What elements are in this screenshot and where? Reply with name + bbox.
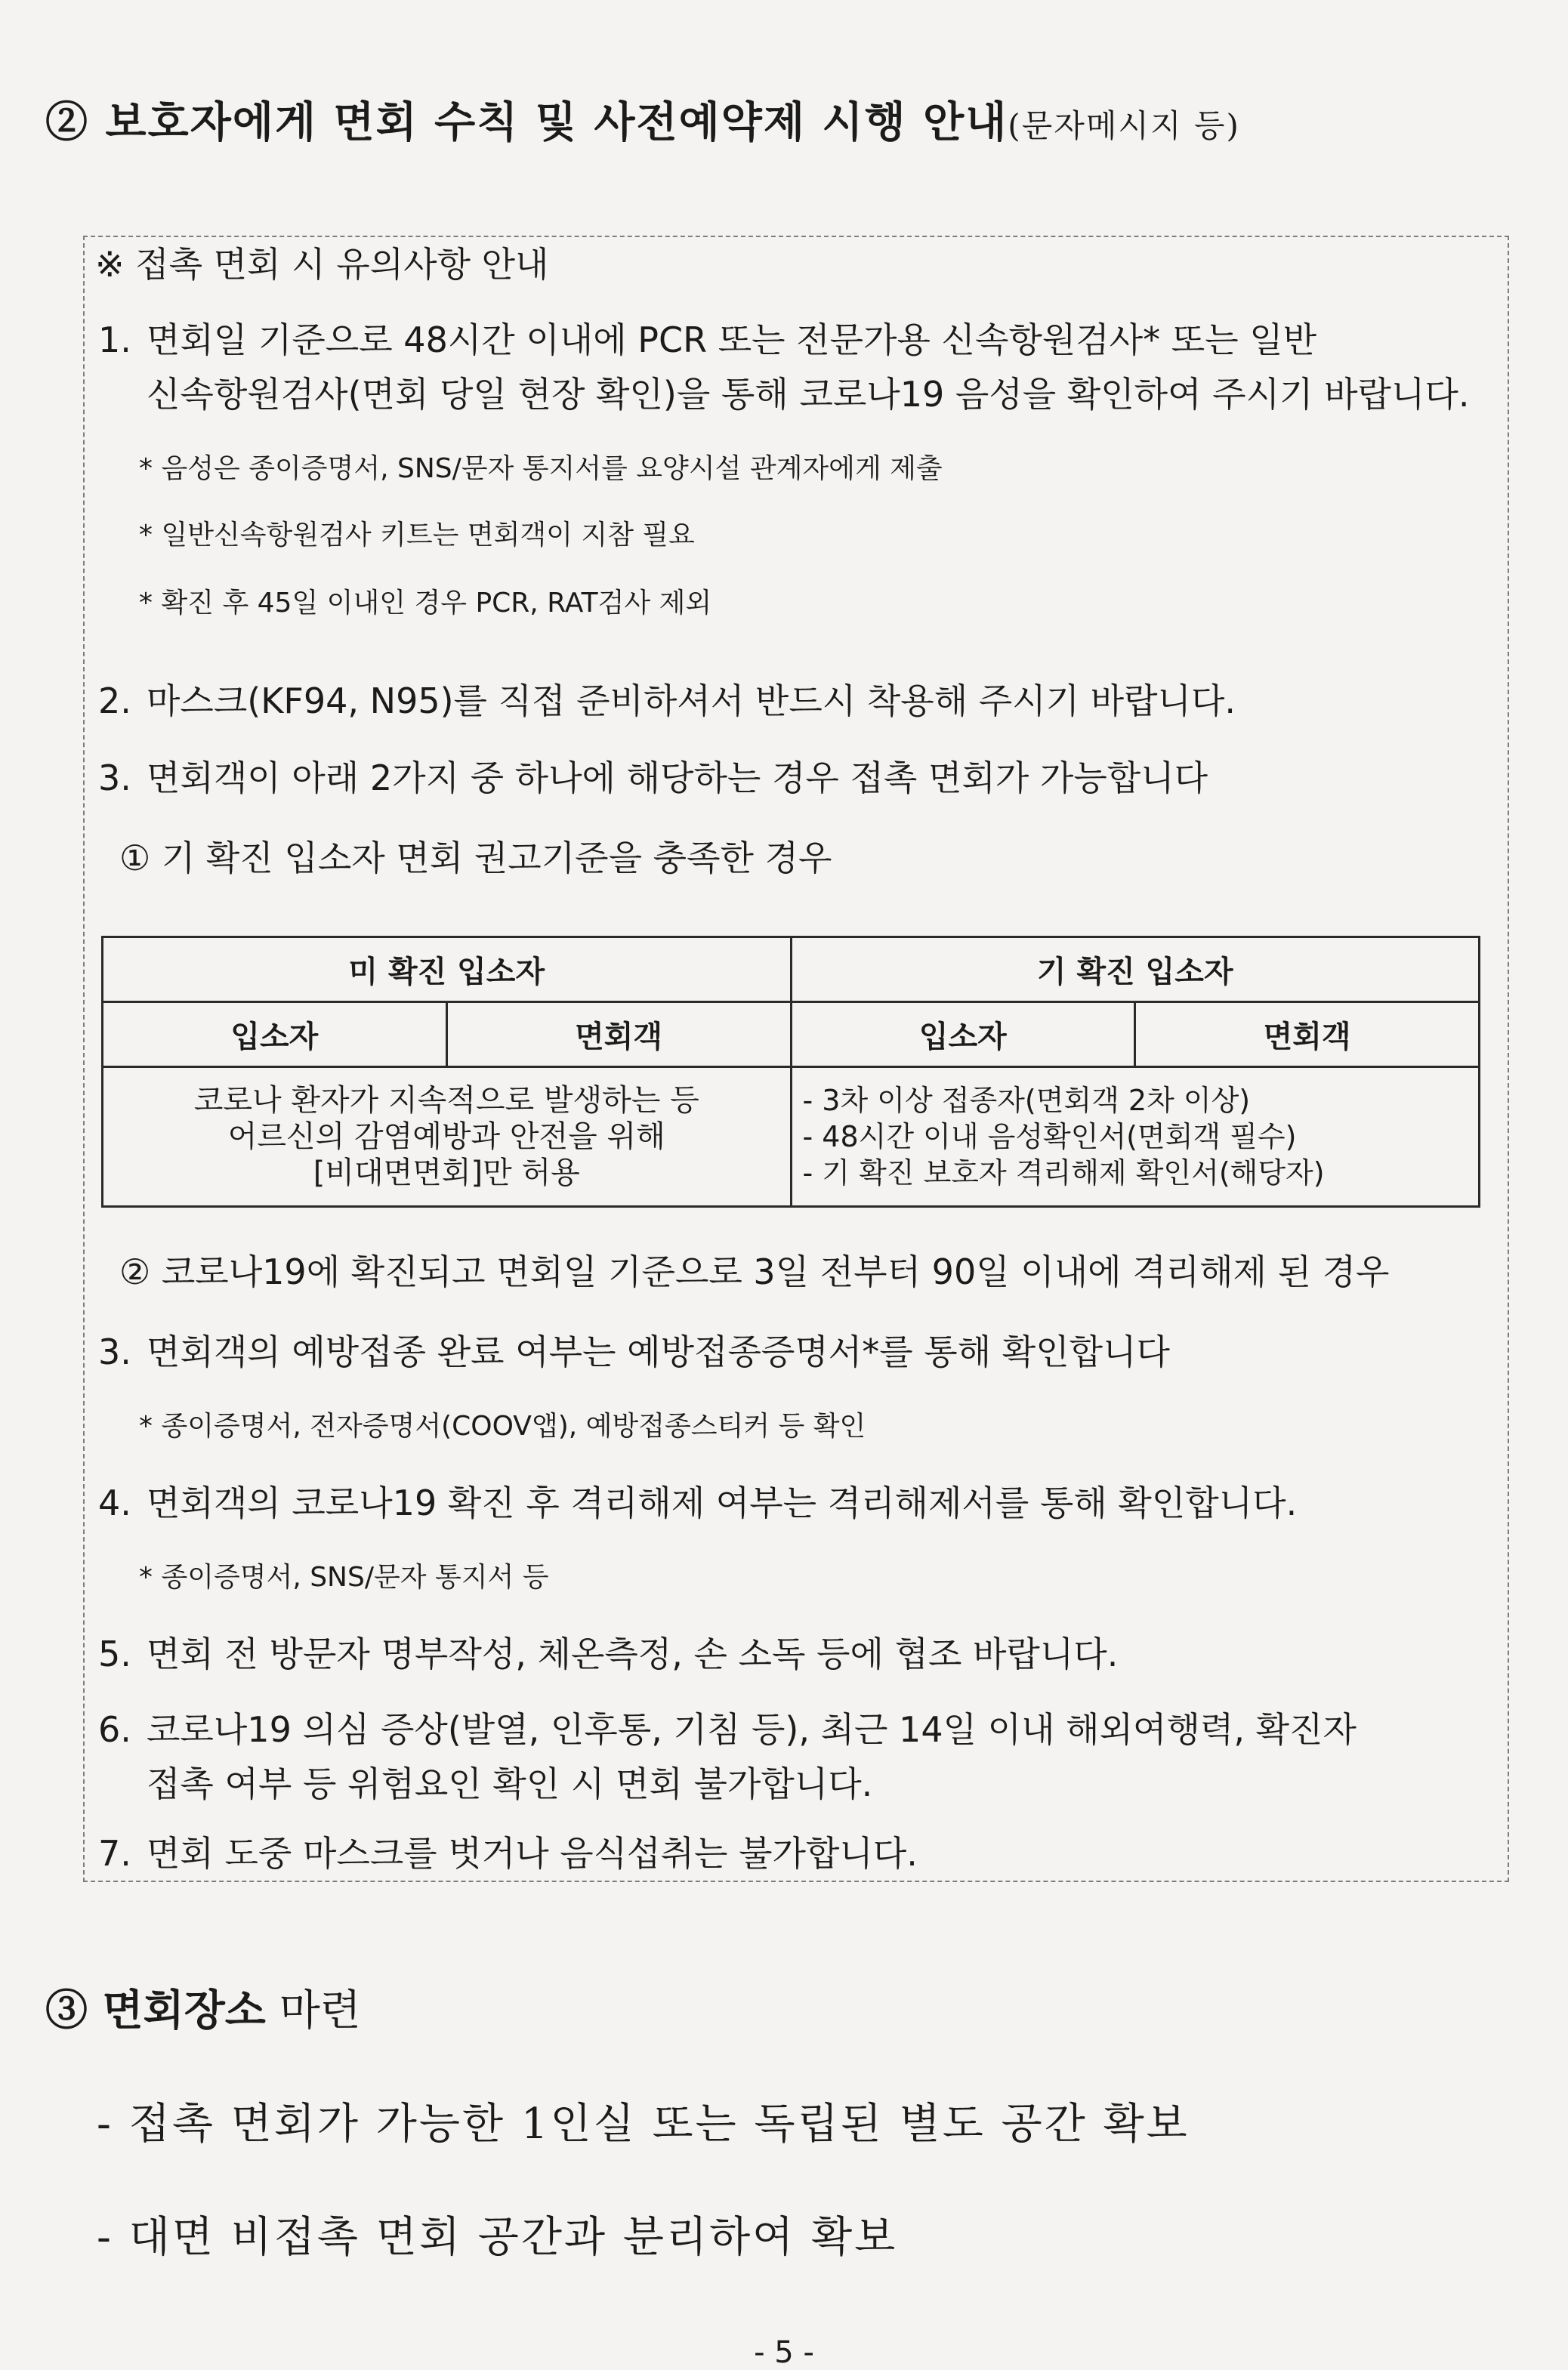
notice-item-7 xyxy=(98,1826,918,1876)
table-text-line: 코로나 환자가 지속적으로 발생하는 등 xyxy=(193,1083,699,1118)
item-number: 5. xyxy=(98,1634,131,1674)
table-text-line: - 기 확진 보호자 격리해제 확인서(해당자) xyxy=(802,1156,1325,1190)
notice-item-4-note: * 종이증명서, SNS/문자 통지서 등 xyxy=(139,1562,549,1593)
section-2-title-note: (문자메시지 등) xyxy=(1008,107,1240,144)
section-3-title xyxy=(45,1977,361,2038)
item-number: 1. xyxy=(98,319,131,360)
table-text-line: 어르신의 감염예방과 안전을 위해 xyxy=(227,1119,665,1154)
notice-item-2 xyxy=(98,674,1236,724)
item-number: 3. xyxy=(98,758,131,798)
table-header-resident-left: 입소자 xyxy=(103,1002,447,1067)
section-3-title-rest: 마련 xyxy=(265,1986,361,2035)
table-cell-confirmed-body xyxy=(791,1067,1480,1207)
table-header-resident-right: 입소자 xyxy=(791,1002,1135,1067)
item-text: 면회객의 예방접종 완료 여부는 예방접종증명서*를 통해 확인합니다 xyxy=(147,1332,1170,1372)
notice-item-3b-note: * 종이증명서, 전자증명서(COOV앱), 예방접종스티커 등 확인 xyxy=(139,1411,866,1442)
case-1: ① 기 확진 입소자 면회 권고기준을 충족한 경우 xyxy=(119,838,832,878)
notice-item-1 xyxy=(98,313,1316,363)
section-3-bullet-1: - 접촉 면회가 가능한 1인실 또는 독립된 별도 공간 확보 xyxy=(97,2100,1190,2149)
contact-visit-notice-box xyxy=(83,236,1509,1882)
table-group-confirmed: 기 확진 입소자 xyxy=(791,937,1480,1002)
notice-heading: ※ 접촉 면회 시 유의사항 안내 xyxy=(95,244,549,285)
table-header-visitor-right: 면회객 xyxy=(1135,1002,1480,1067)
notice-item-1-note-1: * 음성은 종이증명서, SNS/문자 통지서를 요양시설 관계자에게 제출 xyxy=(139,453,943,484)
case-2: ② 코로나19에 확진되고 면회일 기준으로 3일 전부터 90일 이내에 격리해제 된 경우 xyxy=(119,1251,1390,1292)
item-text: 마스크(KF94, N95)를 직접 준비하셔서 반드시 착용해 주시기 바랍니다. xyxy=(147,680,1236,721)
notice-item-6-continuation: 접촉 여부 등 위험요인 확인 시 면회 불가합니다. xyxy=(147,1764,873,1804)
notice-item-3b xyxy=(98,1325,1170,1375)
page-number: - 5 - xyxy=(754,2335,814,2370)
item-number: 7. xyxy=(98,1833,131,1874)
item-text: 면회객의 코로나19 확진 후 격리해제 여부는 격리해제서를 통해 확인합니다. xyxy=(147,1483,1298,1523)
item-number: 2. xyxy=(98,680,131,721)
section-2-title-main: ② 보호자에게 면회 수칙 및 사전예약제 시행 안내 xyxy=(45,97,1008,147)
table-group-unconfirmed: 미 확진 입소자 xyxy=(103,937,792,1002)
item-text: 면회객이 아래 2가지 중 하나에 해당하는 경우 접촉 면회가 가능합니다 xyxy=(147,758,1208,798)
notice-item-4 xyxy=(98,1476,1297,1526)
item-number: 6. xyxy=(98,1709,131,1750)
notice-item-1-note-2: * 일반신속항원검사 키트는 면회객이 지참 필요 xyxy=(139,520,695,551)
notice-item-1-note-3: * 확진 후 45일 이내인 경우 PCR, RAT검사 제외 xyxy=(139,588,712,619)
table-cell-unconfirmed-body xyxy=(103,1067,792,1207)
item-text: 코로나19 의심 증상(발열, 인후통, 기침 등), 최근 14일 이내 해외여행력, 확진자 xyxy=(147,1709,1357,1750)
item-number: 4. xyxy=(98,1483,131,1523)
item-text: 면회 전 방문자 명부작성, 체온측정, 손 소독 등에 협조 바랍니다. xyxy=(147,1634,1119,1674)
visit-criteria-table xyxy=(101,936,1480,1208)
notice-item-5 xyxy=(98,1627,1118,1677)
section-3-title-bold: ③ 면회장소 xyxy=(45,1986,266,2035)
table-text-line: [비대면면회]만 허용 xyxy=(313,1156,580,1190)
table-text-line: - 3차 이상 접종자(면회객 2차 이상) xyxy=(802,1084,1251,1117)
section-3-bullet-2: - 대면 비접촉 면회 공간과 분리하여 확보 xyxy=(97,2213,898,2262)
item-text: 면회일 기준으로 48시간 이내에 PCR 또는 전문가용 신속항원검사* 또는 일반 xyxy=(147,319,1317,360)
notice-item-6 xyxy=(98,1702,1357,1752)
item-text: 면회 도중 마스크를 벗거나 음식섭취는 불가합니다. xyxy=(147,1833,918,1874)
section-2-title xyxy=(45,89,1541,150)
table-text-line: - 48시간 이내 음성확인서(면회객 필수) xyxy=(802,1120,1297,1153)
notice-item-1-continuation: 신속항원검사(면회 당일 현장 확인)을 통해 코로나19 음성을 확인하여 주시기 바랍니다. xyxy=(147,374,1470,415)
table-header-visitor-left: 면회객 xyxy=(446,1002,791,1067)
item-number: 3. xyxy=(98,1332,131,1372)
notice-item-3a xyxy=(98,751,1208,801)
